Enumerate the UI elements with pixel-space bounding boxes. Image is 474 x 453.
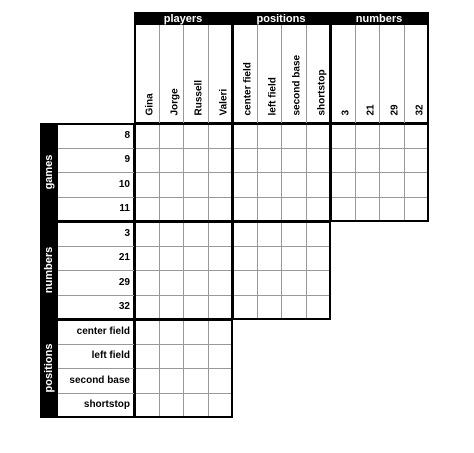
grid-cell-numbers-3-positions-center-field[interactable] (232, 221, 258, 247)
grid-cell-numbers-29-players-jorge[interactable] (159, 270, 185, 296)
grid-cell-games-8-numbers-32[interactable] (404, 123, 430, 149)
grid-cell-games-9-positions-left-field[interactable] (257, 148, 283, 174)
grid-cell-positions-center-field-players-valeri[interactable] (208, 319, 234, 345)
grid-cell-games-10-numbers-21[interactable] (355, 172, 381, 198)
row-label-divider (58, 172, 134, 173)
grid-cell-positions-center-field-players-jorge[interactable] (159, 319, 185, 345)
grid-cell-numbers-3-players-valeri[interactable] (208, 221, 234, 247)
grid-cell-numbers-3-players-russell[interactable] (183, 221, 209, 247)
grid-cell-numbers-29-positions-second-base[interactable] (281, 270, 307, 296)
grid-cell-positions-left-field-players-jorge[interactable] (159, 344, 185, 370)
grid-cell-games-9-numbers-29[interactable] (379, 148, 405, 174)
column-label-left-field (257, 25, 281, 123)
row-label-second-base: second base (69, 374, 130, 386)
column-label-divider (159, 25, 160, 123)
column-label-russell (183, 25, 207, 123)
row-label-divider (58, 368, 134, 369)
grid-cell-numbers-21-positions-left-field[interactable] (257, 246, 283, 272)
grid-cell-numbers-32-players-jorge[interactable] (159, 295, 185, 321)
grid-cell-games-9-positions-shortstop[interactable] (306, 148, 332, 174)
column-label-divider (281, 25, 282, 123)
grid-cell-numbers-29-players-russell[interactable] (183, 270, 209, 296)
row-label-divider (58, 295, 134, 296)
grid-cell-positions-center-field-players-gina[interactable] (134, 319, 160, 345)
grid-cell-games-9-numbers-3[interactable] (330, 148, 356, 174)
column-label-21 (355, 25, 379, 123)
row-group-label: games (43, 154, 55, 190)
grid-cell-games-10-positions-center-field[interactable] (232, 172, 258, 198)
grid-cell-games-11-players-gina[interactable] (134, 197, 160, 223)
grid-cell-numbers-29-players-valeri[interactable] (208, 270, 234, 296)
row-label-29: 29 (118, 276, 130, 288)
row-group-header-games (40, 123, 58, 221)
grid-cell-numbers-3-positions-left-field[interactable] (257, 221, 283, 247)
column-group-label: players (163, 12, 203, 25)
grid-cell-games-11-numbers-3[interactable] (330, 197, 356, 223)
row-label-10: 10 (118, 178, 130, 190)
grid-cell-games-9-players-jorge[interactable] (159, 148, 185, 174)
grid-cell-positions-second-base-players-gina[interactable] (134, 368, 160, 394)
column-label-text: 29 (389, 104, 401, 116)
grid-cell-games-11-players-valeri[interactable] (208, 197, 234, 223)
grid-cell-games-10-players-russell[interactable] (183, 172, 209, 198)
grid-cell-games-10-players-gina[interactable] (134, 172, 160, 198)
column-label-text: left field (267, 77, 278, 116)
column-label-center-field (232, 25, 256, 123)
column-group-header-numbers (330, 12, 428, 25)
column-label-second-base (281, 25, 305, 123)
row-group-header-numbers (40, 221, 58, 319)
grid-cell-positions-shortstop-players-gina[interactable] (134, 393, 160, 419)
grid-cell-positions-left-field-players-russell[interactable] (183, 344, 209, 370)
grid-cell-games-8-numbers-3[interactable] (330, 123, 356, 149)
column-label-text: shortstop (316, 69, 327, 116)
row-label-21: 21 (118, 252, 130, 263)
grid-cell-positions-shortstop-players-valeri[interactable] (208, 393, 234, 419)
grid-cell-games-11-players-jorge[interactable] (159, 197, 185, 223)
grid-cell-positions-second-base-players-valeri[interactable] (208, 368, 234, 394)
grid-cell-games-11-positions-center-field[interactable] (232, 197, 258, 223)
column-label-text: Russell (193, 79, 205, 116)
grid-cell-games-9-positions-second-base[interactable] (281, 148, 307, 174)
grid-cell-numbers-32-players-russell[interactable] (183, 295, 209, 321)
grid-cell-games-10-positions-shortstop[interactable] (306, 172, 332, 198)
row-group-header-positions (40, 319, 58, 417)
column-group-header-positions (232, 12, 330, 25)
grid-cell-games-8-players-gina[interactable] (134, 123, 160, 149)
grid-cell-numbers-21-players-jorge[interactable] (159, 246, 185, 272)
grid-cell-games-11-numbers-21[interactable] (355, 197, 381, 223)
column-label-29 (379, 25, 403, 123)
column-label-text: 32 (414, 104, 425, 116)
row-label-32: 32 (118, 301, 130, 312)
column-label-valeri (208, 25, 232, 123)
grid-cell-games-8-positions-second-base[interactable] (281, 123, 307, 149)
column-label-text: Gina (144, 93, 156, 116)
grid-cell-games-11-players-russell[interactable] (183, 197, 209, 223)
column-label-divider (404, 25, 405, 123)
grid-cell-games-11-numbers-32[interactable] (404, 197, 430, 223)
grid-cell-numbers-3-positions-shortstop[interactable] (306, 221, 332, 247)
grid-cell-games-9-players-russell[interactable] (183, 148, 209, 174)
grid-cell-positions-second-base-players-russell[interactable] (183, 368, 209, 394)
grid-cell-games-8-positions-shortstop[interactable] (306, 123, 332, 149)
grid-cell-games-11-positions-second-base[interactable] (281, 197, 307, 223)
column-label-divider (257, 25, 258, 123)
column-label-text: second base (291, 54, 303, 116)
grid-cell-numbers-21-players-russell[interactable] (183, 246, 209, 272)
column-label-divider (355, 25, 356, 123)
column-label-32 (404, 25, 428, 123)
grid-cell-games-9-players-gina[interactable] (134, 148, 160, 174)
grid-cell-numbers-21-positions-shortstop[interactable] (306, 246, 332, 272)
grid-cell-games-10-players-valeri[interactable] (208, 172, 234, 198)
grid-cell-numbers-32-positions-shortstop[interactable] (306, 295, 332, 321)
column-group-label: numbers (355, 12, 403, 25)
column-label-divider (208, 25, 209, 123)
row-label-center-field: center field (76, 325, 130, 337)
row-group-label: numbers (43, 246, 55, 294)
row-label-9: 9 (124, 154, 130, 165)
grid-cell-games-10-numbers-32[interactable] (404, 172, 430, 198)
grid-cell-positions-left-field-players-valeri[interactable] (208, 344, 234, 370)
grid-cell-numbers-32-players-valeri[interactable] (208, 295, 234, 321)
grid-cell-games-9-positions-center-field[interactable] (232, 148, 258, 174)
row-label-divider (58, 344, 134, 345)
column-label-text: center field (242, 62, 254, 116)
grid-cell-games-8-players-jorge[interactable] (159, 123, 185, 149)
grid-cell-games-8-positions-left-field[interactable] (257, 123, 283, 149)
grid-cell-games-10-positions-left-field[interactable] (257, 172, 283, 198)
grid-cell-games-11-positions-left-field[interactable] (257, 197, 283, 223)
column-label-divider (183, 25, 184, 123)
column-label-gina (134, 25, 158, 123)
column-label-text: 3 (340, 109, 352, 116)
grid-cell-numbers-29-players-gina[interactable] (134, 270, 160, 296)
column-label-text: Jorge (169, 88, 180, 116)
grid-cell-numbers-21-positions-second-base[interactable] (281, 246, 307, 272)
grid-cell-games-11-positions-shortstop[interactable] (306, 197, 332, 223)
grid-cell-numbers-3-players-gina[interactable] (134, 221, 160, 247)
grid-cell-numbers-29-positions-center-field[interactable] (232, 270, 258, 296)
grid-cell-games-9-numbers-32[interactable] (404, 148, 430, 174)
grid-cell-games-9-players-valeri[interactable] (208, 148, 234, 174)
column-label-3 (330, 25, 354, 123)
grid-cell-games-8-numbers-29[interactable] (379, 123, 405, 149)
row-label-divider (58, 393, 134, 394)
column-label-jorge (159, 25, 183, 123)
grid-cell-numbers-21-positions-center-field[interactable] (232, 246, 258, 272)
grid-cell-positions-shortstop-players-russell[interactable] (183, 393, 209, 419)
row-label-8: 8 (124, 129, 130, 141)
row-label-divider (58, 246, 134, 247)
row-group-label: positions (43, 343, 55, 393)
grid-cell-numbers-32-players-gina[interactable] (134, 295, 160, 321)
grid-cell-games-10-positions-second-base[interactable] (281, 172, 307, 198)
grid-cell-positions-center-field-players-russell[interactable] (183, 319, 209, 345)
grid-cell-numbers-32-positions-second-base[interactable] (281, 295, 307, 321)
grid-cell-numbers-29-positions-shortstop[interactable] (306, 270, 332, 296)
grid-cell-numbers-32-positions-left-field[interactable] (257, 295, 283, 321)
row-label-left-field: left field (91, 350, 130, 361)
grid-cell-numbers-21-players-gina[interactable] (134, 246, 160, 272)
row-label-shortstop: shortstop (83, 399, 130, 410)
grid-cell-games-8-numbers-21[interactable] (355, 123, 381, 149)
grid-cell-numbers-29-positions-left-field[interactable] (257, 270, 283, 296)
grid-cell-games-10-numbers-3[interactable] (330, 172, 356, 198)
grid-cell-numbers-3-players-jorge[interactable] (159, 221, 185, 247)
column-label-divider (306, 25, 307, 123)
grid-cell-numbers-32-positions-center-field[interactable] (232, 295, 258, 321)
column-group-label: positions (256, 12, 306, 25)
grid-cell-games-8-positions-center-field[interactable] (232, 123, 258, 149)
column-label-text: Valeri (218, 88, 229, 116)
grid-cell-games-8-players-valeri[interactable] (208, 123, 234, 149)
row-label-divider (58, 270, 134, 271)
grid-cell-games-10-numbers-29[interactable] (379, 172, 405, 198)
column-group-header-players (134, 12, 232, 25)
grid-cell-positions-left-field-players-gina[interactable] (134, 344, 160, 370)
grid-cell-games-8-players-russell[interactable] (183, 123, 209, 149)
grid-cell-positions-second-base-players-jorge[interactable] (159, 368, 185, 394)
row-label-11: 11 (119, 203, 130, 214)
grid-cell-games-11-numbers-29[interactable] (379, 197, 405, 223)
grid-cell-positions-shortstop-players-jorge[interactable] (159, 393, 185, 419)
row-label-divider (58, 197, 134, 198)
grid-cell-games-9-numbers-21[interactable] (355, 148, 381, 174)
row-label-divider (58, 148, 134, 149)
grid-cell-numbers-3-positions-second-base[interactable] (281, 221, 307, 247)
grid-cell-games-10-players-jorge[interactable] (159, 172, 185, 198)
column-label-shortstop (306, 25, 330, 123)
grid-cell-numbers-21-players-valeri[interactable] (208, 246, 234, 272)
row-label-3: 3 (124, 227, 130, 239)
column-label-text: 21 (365, 104, 376, 116)
column-label-divider (379, 25, 380, 123)
